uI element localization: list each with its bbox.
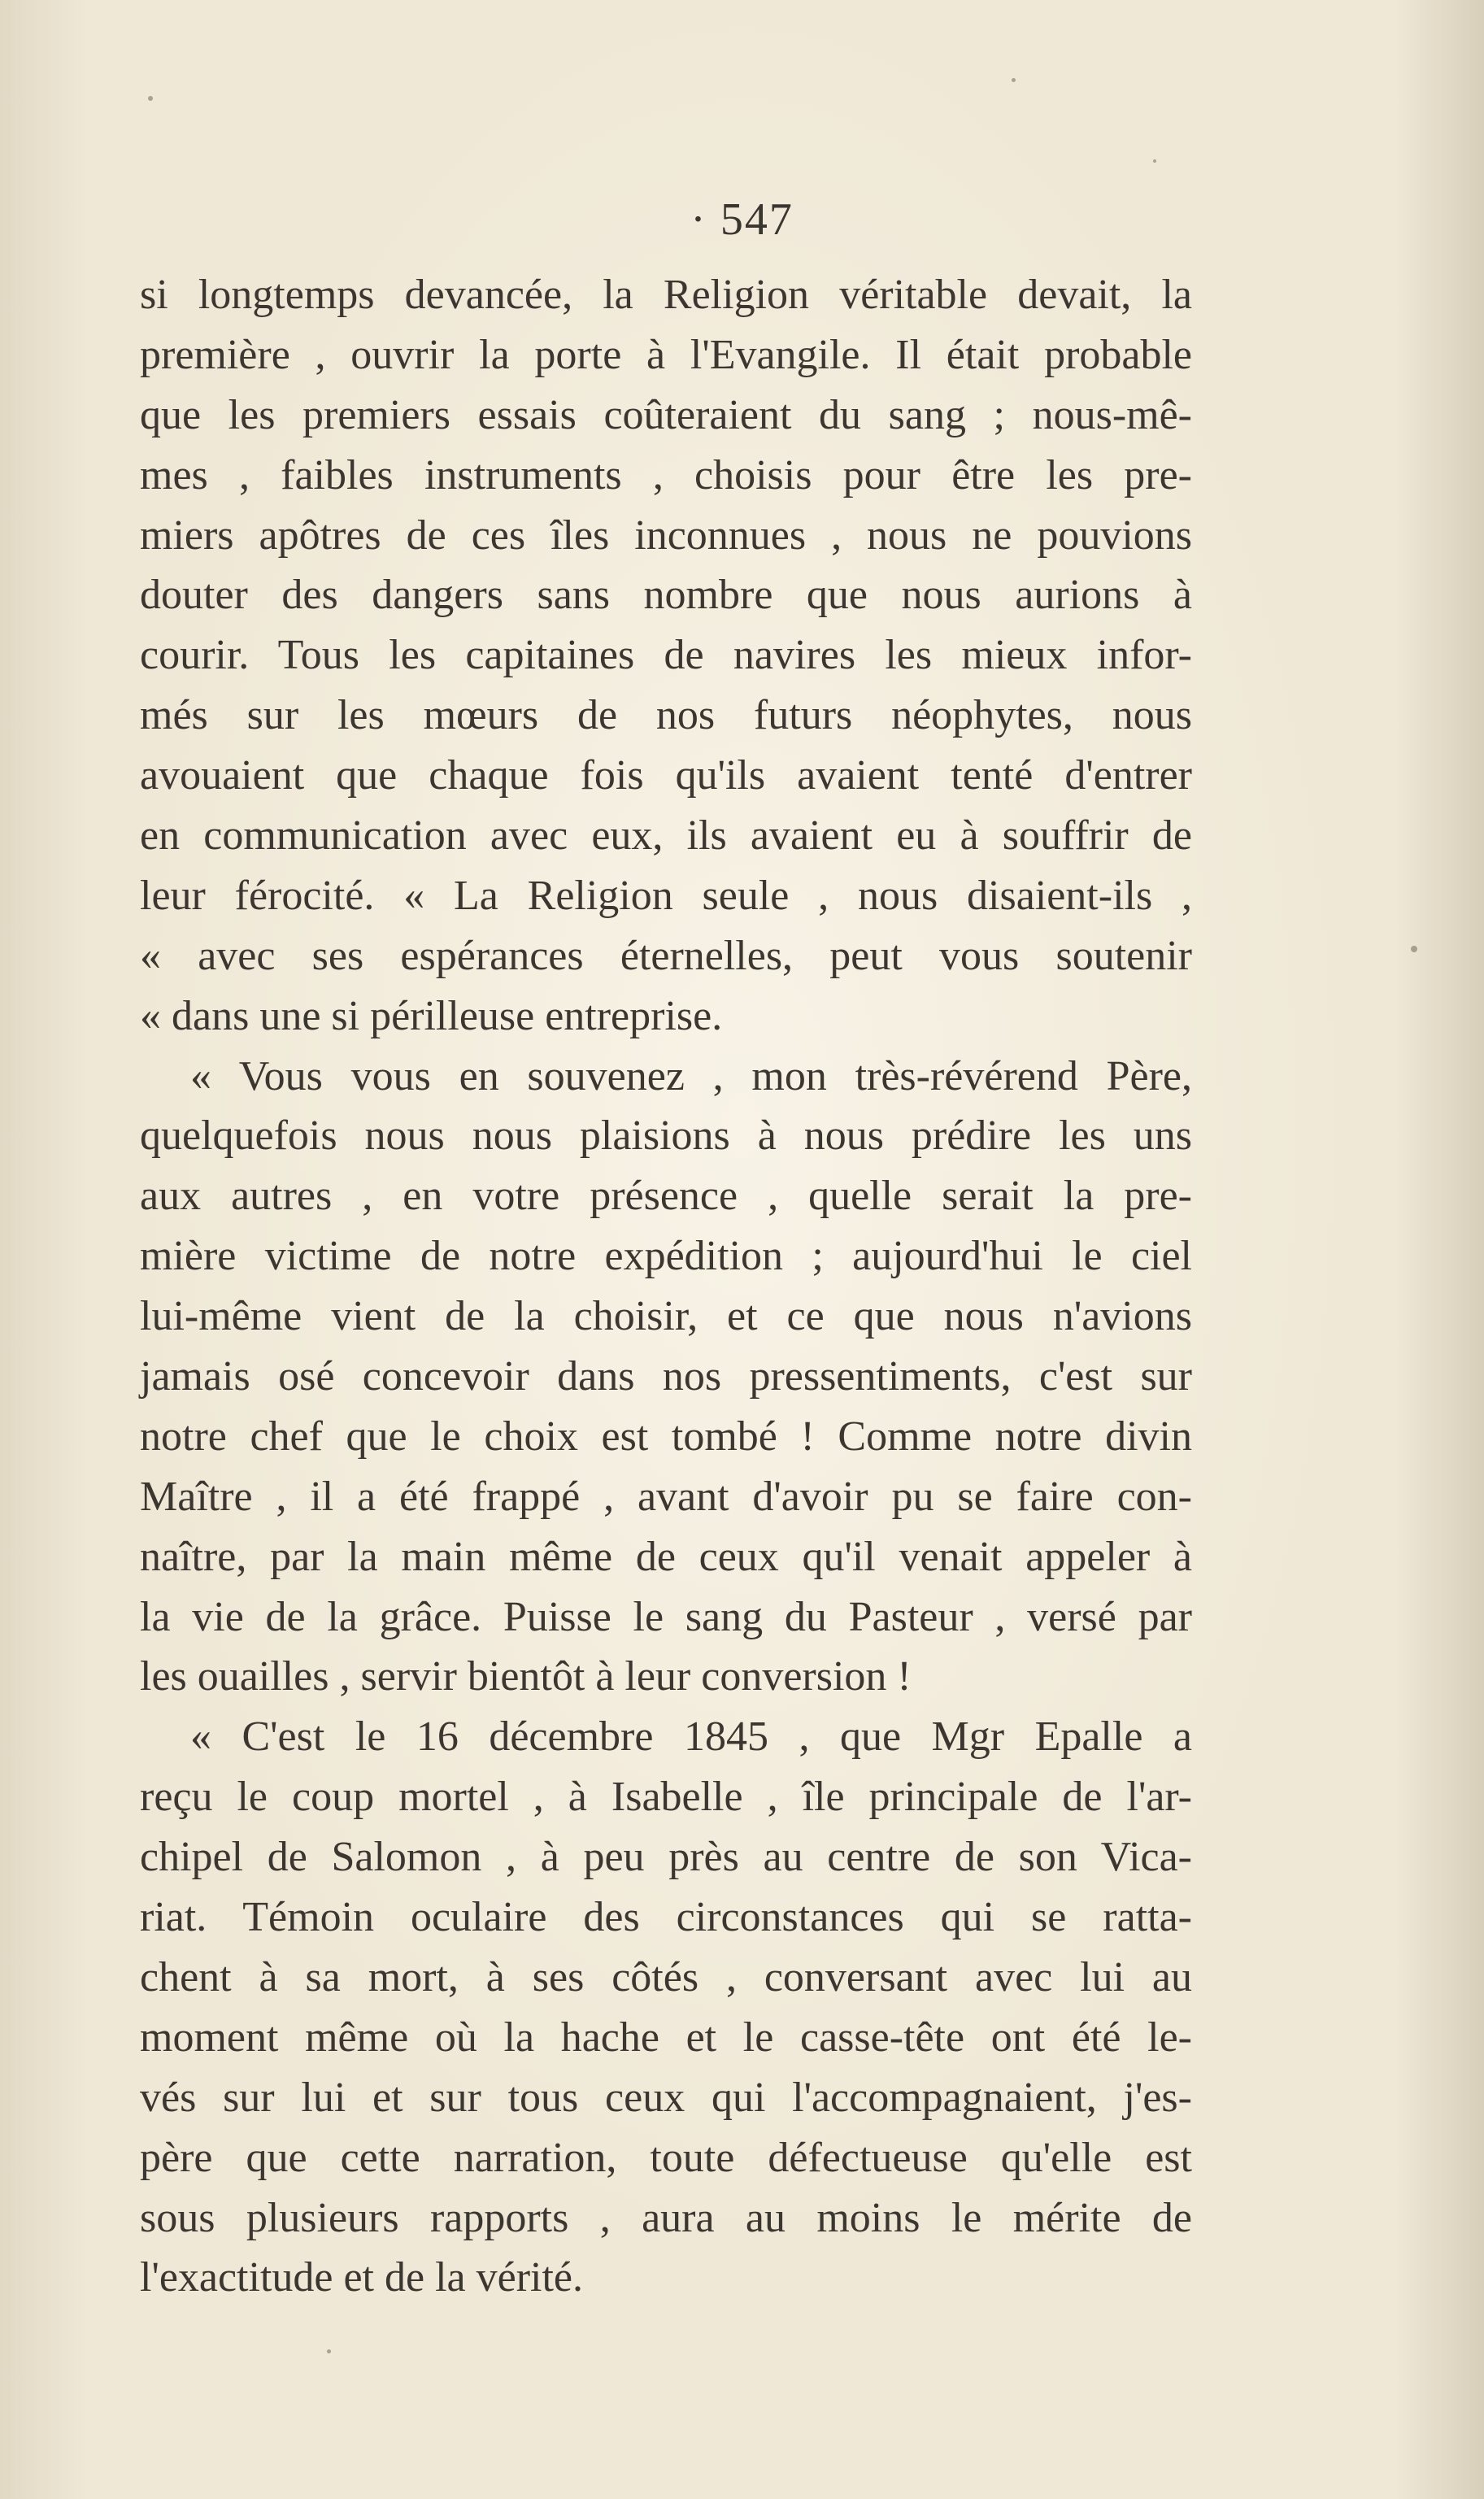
paper-speck [148, 96, 153, 101]
text-line: miers apôtres de ces îles inconnues , nous ne pouvions [140, 512, 1192, 559]
text-line: la vie de la grâce. Puisse le sang du Pasteur , versé par [140, 1593, 1192, 1640]
text-line: vés sur lui et sur tous ceux qui l'accompagnaient, j'es- [140, 2074, 1192, 2121]
text-line: « C'est le 16 décembre 1845 , que Mgr Epalle a [190, 1713, 1192, 1761]
body-text [140, 265, 1192, 2308]
text-line: les ouailles , servir bientôt à leur conversion ! [140, 1653, 912, 1700]
text-line: chipel de Salomon , à peu près au centre de son Vica- [140, 1834, 1192, 1881]
text-line: « Vous vous en souvenez , mon très-révérend Père, [190, 1052, 1192, 1099]
text-line: més sur les mœurs de nos futurs néophytes, nous [140, 692, 1192, 739]
text-line: « avec ses espérances éternelles, peut vous soutenir [140, 932, 1192, 979]
text-line: avouaient que chaque fois qu'ils avaient tenté d'entrer [140, 752, 1192, 799]
text-line: sous plusieurs rapports , aura au moins le mérite de [140, 2194, 1192, 2241]
text-line: leur férocité. « La Religion seule , nous disaient-ils , [140, 872, 1192, 919]
text-line: quelquefois nous nous plaisions à nous prédire les uns [140, 1112, 1192, 1160]
text-line: l'exactitude et de la vérité. [140, 2254, 583, 2301]
text-line: mière victime de notre expédition ; aujourd'hui le ciel [140, 1233, 1192, 1280]
text-line: que les premiers essais coûteraient du sang ; nous-mê- [140, 391, 1192, 438]
text-line: courir. Tous les capitaines de navires les mieux infor- [140, 632, 1192, 679]
text-line: en communication avec eux, ils avaient eu à souffrir de [140, 812, 1192, 860]
text-line: douter des dangers sans nombre que nous aurions à [140, 572, 1192, 619]
text-line: naître, par la main même de ceux qu'il venait appeler à [140, 1533, 1192, 1580]
paper-speck [327, 2349, 331, 2353]
text-line: reçu le coup mortel , à Isabelle , île principale de l'ar- [140, 1774, 1192, 1821]
text-line: mes , faibles instruments , choisis pour être les pre- [140, 451, 1192, 498]
text-line: première , ouvrir la porte à l'Evangile. Il était probable [140, 331, 1192, 378]
text-line: lui-même vient de la choisir, et ce que nous n'avions [140, 1293, 1192, 1340]
paper-speck [1153, 159, 1156, 163]
text-line: si longtemps devancée, la Religion véritable devait, la [140, 272, 1192, 318]
text-line: jamais osé concevoir dans nos pressentiments, c'est sur [140, 1353, 1192, 1400]
text-line: père que cette narration, toute défectueuse qu'elle est [140, 2134, 1192, 2181]
page-number: · 547 [690, 194, 794, 245]
paper-speck [1012, 78, 1016, 82]
text-line: riat. Témoin oculaire des circonstances qui se ratta- [140, 1894, 1192, 1941]
text-line: « dans une si périlleuse entreprise. [140, 992, 723, 1039]
text-line: chent à sa mort, à ses côtés , conversant avec lui au [140, 1953, 1192, 2001]
text-line: Maître , il a été frappé , avant d'avoir pu se faire con- [140, 1473, 1192, 1520]
text-line: notre chef que le choix est tombé ! Comme notre divin [140, 1413, 1192, 1460]
paper-speck [1411, 946, 1417, 952]
text-line: moment même où la hache et le casse-tête ont été le- [140, 2014, 1192, 2061]
text-line: aux autres , en votre présence , quelle serait la pre- [140, 1173, 1192, 1220]
